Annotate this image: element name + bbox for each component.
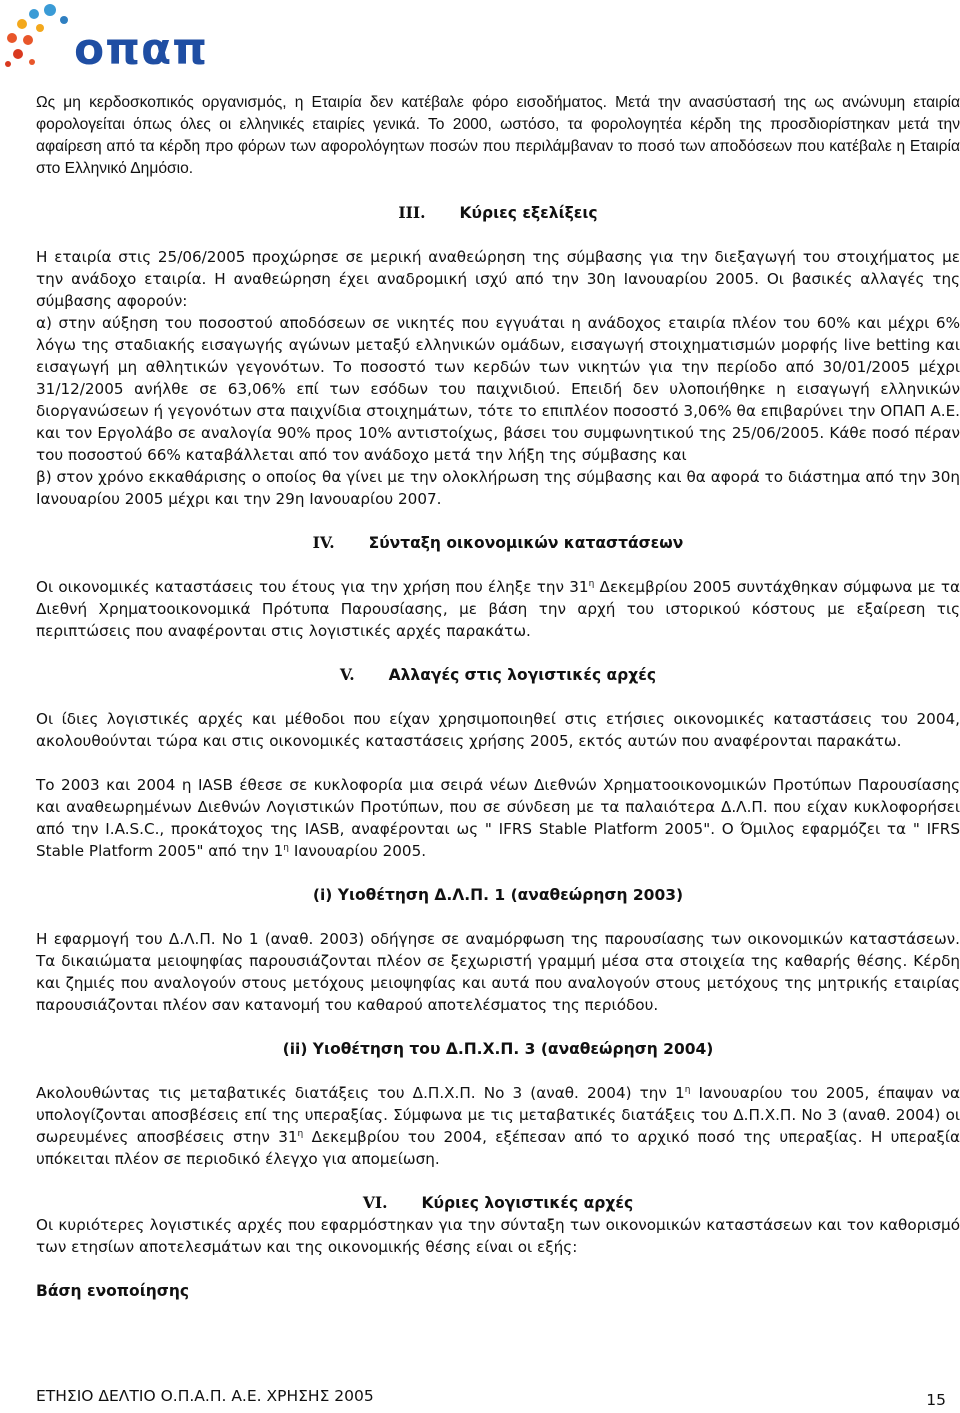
opap-logo [4, 2, 224, 82]
superscript: η [588, 578, 595, 589]
section-5-title: Αλλαγές στις λογιστικές αρχές [388, 666, 657, 684]
document-body [36, 92, 960, 1302]
subsection-2-paragraph [36, 1082, 960, 1170]
text-run: Ακολουθώντας τις μεταβατικές διατάξεις του Δ.Π.Χ.Π. No 3 (αναθ. 2004) την 1 [36, 1084, 685, 1102]
section-6-heading [36, 1192, 960, 1214]
section-6-paragraph: Οι κυριότερες λογιστικές αρχές που εφαρμόστηκαν για την σύνταξη των οικονομικών καταστάσεων και τον καθορισμό των ετησίων αποτελεσμάτων και της οικονομικής θέσης είναι οι εξής: [36, 1216, 960, 1256]
section-4-paragraph [36, 576, 960, 642]
section-5-heading [36, 664, 960, 686]
subsection-1-paragraph: Η εφαρμογή του Δ.Λ.Π. No 1 (αναθ. 2003) οδήγησε σε αναμόρφωση της παρουσίασης των οικονομικών καταστάσεων. Τα δικαιώματα μειοψηφίας παρουσιάζονται πλέον σε ξεχωριστή γραμμή μέσα στα στοιχεία της καθαρής θέσης. Κέρδη και ζημιές που αναλογούν στους μετόχους μειοψηφίας και αυτά που αναλογούν στους μετόχους της μητρικής εταιρίας παρουσιάζονται πλέον σαν κατανομή του καθαρού αποτελέσματος της περιόδου. [36, 930, 960, 1014]
section-3-paragraph-1: Η εταιρία στις 25/06/2005 προχώρησε σε μερική αναθεώρηση της σύμβασης για την διεξαγωγή του στοιχήματος με την ανάδοχο εταιρία. Η αναθεώρηση έχει αναδρομική ισχύ από την 30η Ιανουαρίου 2005. Οι βασικές αλλαγές της σύμβασης αφορούν: [36, 248, 960, 310]
text-run: Οι οικονομικές καταστάσεις του έτους για την χρήση που έληξε την 31 [36, 578, 589, 596]
section-3-paragraph-2: α) στην αύξηση του ποσοστού αποδόσεων σε νικητές που εγγυάται η ανάδοχος εταιρία πλέον του 60% και μέχρι 6% λόγω της σταδιακής εισαγωγής αγώνων μεταξύ ελληνικών ομάδων, εισαγωγή στοιχηματισμών μορφής live betting και εισαγωγή μη αθλητικών γεγονότων. Το ποσοστό των κερδών των νικητών για την περίοδο από 30/01/2005 μέχρι 31/12/2005 ανήλθε σε 63,06% επί των εσόδων του παιχνιδιού. Επειδή δεν υλοποιήθηκε η εισαγωγή ελληνικών διοργανώσεων ή γεγονότων στα παιχνίδια στοιχημάτων, τότε το επιπλέον ποσοστό 3,06% θα επιβαρύνει την ΟΠΑΠ Α.Ε. και τον Εργολάβο σε αναλογία 90% προς 10% αντιστοίχως, βάσει του συμφωνητικού της 25/06/2005. Κάθε ποσό πέραν του ποσοστού 66% καταβάλλεται από τον ανάδοχο μετά την λήξη της σύμβασης και [36, 314, 960, 464]
subsection-2-heading: (ii) Υιοθέτηση του Δ.Π.Χ.Π. 3 (αναθεώρηση 2004) [282, 1040, 714, 1058]
section-4-title: Σύνταξη οικονομικών καταστάσεων [368, 534, 684, 552]
superscript: η [684, 1084, 691, 1095]
section-5-paragraph-2 [36, 774, 960, 862]
text-run: Το 2003 και 2004 η IASB έθεσε σε κυκλοφορία μια σειρά νέων Διεθνών Χρηματοοικονομικών Προτύπων Παρουσίασης και αναθεωρημένων Διεθνών Λογιστικών Προτύπων, που σε σύνδεση με τα παλαιότερα Δ.Λ.Π. που είχαν κυκλοφορήσει από την I.A.S.C., προκάτοχος της IASB, αναφέρονται ως " IFRS Stable Platform 2005". Ο Όμιλος εφαρμόζει τα " IFRS Stable Platform 2005" από την 1 [36, 776, 960, 860]
section-4-number: IV. [312, 533, 335, 552]
text-run: Δεκεμβρίου του 2004, εξέπεσαν από το αρχικό ποσό της υπεραξίας. Η υπεραξία υπόκειται πλέον σε περιοδικό έλεγχο για απομείωση. [36, 1128, 960, 1168]
section-5-paragraph-1: Οι ίδιες λογιστικές αρχές και μέθοδοι που είχαν χρησιμοποιηθεί στις ετήσιες οικονομικές καταστάσεις του 2004, ακολουθούνται τώρα και στις οικονομικές καταστάσεις χρήσης 2005, εκτός αυτών που αναφέρονται παρακάτω. [36, 710, 960, 750]
intro-paragraph: Ως μη κερδοσκοπικός οργανισμός, η Εταιρία δεν κατέβαλε φόρο εισοδήματος. Μετά την ανασύστασή της ως ανώνυμη εταιρία φορολογείται όπως όλες οι ελληνικές εταιρίες γενικά. Το 2000, ωστόσο, τα φορολογητέα κέρδη της προσδιορίστηκαν μετά την αφαίρεση από τα κέρδη προ φόρων των αφορολόγητων ποσών που περιλάμβαναν το ποσό των αποδόσεων που κατέβαλε η Εταιρία στο Ελληνικό Δημόσιο. [36, 94, 960, 177]
footer-title: ΕΤΗΣΙΟ ΔΕΛΤΙΟ Ο.Π.Α.Π. Α.Ε. ΧΡΗΣΗΣ 2005 [36, 1387, 374, 1405]
section-5-number: V. [339, 665, 355, 684]
text-run: Ιανουαρίου του 2005, έπαψαν να υπολογίζονται αποσβέσεις επί της υπεραξίας. Σύμφωνα με τις μεταβατικές διατάξεις του Δ.Π.Χ.Π. No 3 (αναθ. 2004) οι σωρευμένες αποσβέσεις στην 31 [36, 1084, 960, 1146]
logo-wordmark: οπαπ [74, 24, 209, 75]
page-number: 15 [926, 1391, 946, 1409]
logo-dots-icon [4, 2, 84, 82]
section-4-heading [36, 532, 960, 554]
section-3-heading [36, 202, 960, 224]
section-3-paragraph-3: β) στον χρόνο εκκαθάρισης ο οποίος θα γίνει με την ολοκλήρωση της σύμβασης και θα αφορά το διάστημα από την 30η Ιανουαρίου 2005 μέχρι και την 29η Ιανουαρίου 2007. [36, 468, 960, 508]
superscript: η [283, 842, 290, 853]
consolidation-basis-heading: Βάση ενοποίησης [36, 1282, 190, 1300]
text-run: Δεκεμβρίου 2005 συντάχθηκαν σύμφωνα με τα Διεθνή Χρηματοοικονομικά Πρότυπα Παρουσίασης, με βάση την αρχή του ιστορικού κόστους με εξαίρεση τις περιπτώσεις που αναφέρονται στις λογιστικές αρχές παρακάτω. [36, 578, 960, 640]
section-3-title: Κύριες εξελίξεις [459, 204, 598, 222]
text-run: Ιανουαρίου 2005. [289, 842, 427, 860]
section-6-number: VI. [362, 1193, 388, 1212]
subsection-1-heading: (i) Υιοθέτηση Δ.Λ.Π. 1 (αναθεώρηση 2003) [312, 886, 684, 904]
superscript: η [297, 1128, 304, 1139]
section-3-number: III. [398, 203, 426, 222]
section-6-title: Κύριες λογιστικές αρχές [421, 1194, 634, 1212]
